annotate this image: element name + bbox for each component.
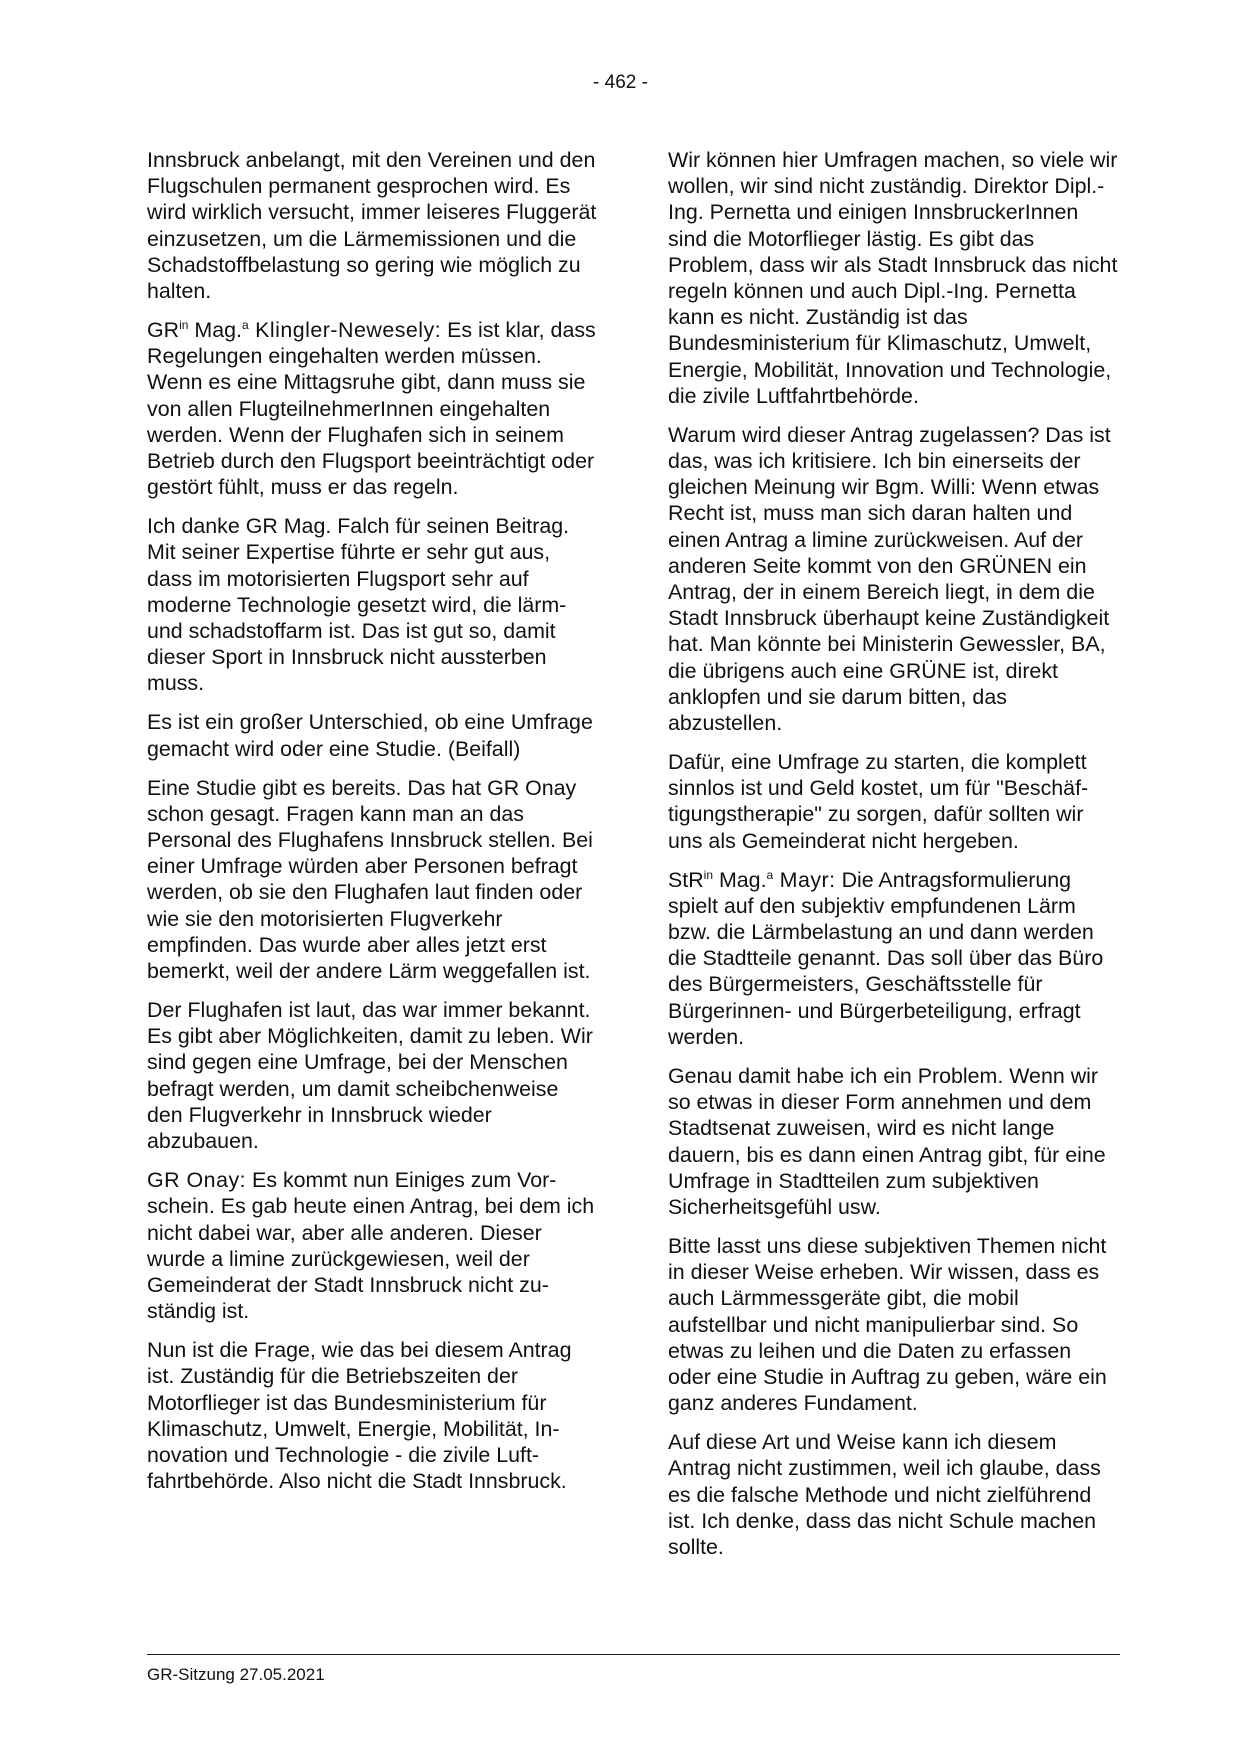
speech-text: Es kommt nun Einiges zum Vorschein. Es gab heute einen Antrag, bei dem ich nicht dabei war, aber alle anderen. Dieser wurde a limine zurückgewiesen, weil der Gemeinderat der Stadt Innsbruck nicht zuständig ist. <box>147 1168 595 1324</box>
paragraph: Dafür, eine Umfrage zu starten, die komplett sinnlos ist und Geld kostet, um für "Beschäftigungstherapie" zu sorgen, dafür sollten wir uns als Gemeinderat nicht hergeben. <box>668 750 1089 853</box>
speaker-title: StR <box>668 867 704 892</box>
paragraph: Auf diese Art und Weise kann ich diesem Antrag nicht zustimmen, weil ich glaube, dass es die falsche Methode und nicht zielführend ist. Ich denke, dass das nicht Schule machen sollte. <box>668 1430 1101 1559</box>
paragraph: Warum wird dieser Antrag zugelassen? Das ist das, was ich kritisiere. Ich bin einerseits der gleichen Meinung wir Bgm. Willi: Wenn etwas Recht ist, muss man sich daran halten und einen Antrag a limine zurückweisen. Auf der anderen Seite kommt von den GRÜNEN ein Antrag, der in einem Bereich liegt, in dem die Stadt Innsbruck überhaupt keine Zuständigkeit hat. Man könnte bei Ministerin Gewessler, BA, die übrigens auch eine GRÜNE ist, direkt anklopfen und sie darum bitten, das abzustellen. <box>668 422 1111 736</box>
paragraph: Der Flughafen ist laut, das war immer bekannt. Es gibt aber Möglichkeiten, damit zu leben. Wir sind gegen eine Umfrage, bei der Menschen befragt werden, um damit scheibchenweise den Flugverkehr in Innsbruck wieder abzubauen. <box>147 998 593 1154</box>
speaker-degree-suffix: a <box>766 867 774 882</box>
speaker-title-suffix: in <box>703 867 714 882</box>
left-column <box>147 147 597 1507</box>
paragraph: Nun ist die Frage, wie das bei diesem Antrag ist. Zuständig für die Betriebszeiten der Motorflieger ist das Bundesministerium für Klimaschutz, Umwelt, Energie, Mobilität, Innovation und Technologie - die zivile Luftfahrtbehörde. Also nicht die Stadt Innsbruck. <box>147 1338 572 1494</box>
speaker-name: Mayr: <box>773 867 836 892</box>
footer-session-date: GR-Sitzung 27.05.2021 <box>147 1665 325 1684</box>
speaker-name: Klingler-Newesely: <box>248 318 442 343</box>
speech-text: Die Antragsformulierung spielt auf den subjektiv empfundenen Lärm bzw. die Lärmbelastung an und dann werden die Stadtteile genannt. Das soll über das Büro des Bürgermeisters, Geschäftsstelle für Bürgerinnen- und Bürgerbeteiligung, erfragt werden. <box>668 867 1104 1049</box>
paragraph: Genau damit habe ich ein Problem. Wenn wir so etwas in dieser Form annehmen und dem Stadtsenat zuweisen, wird es nicht lange dauern, bis es dann einen Antrag gibt, für eine Umfrage in Stadtteilen zum subjektiven Sicherheitsgefühl usw. <box>668 1063 1106 1219</box>
speech-paragraph <box>147 1167 597 1324</box>
speaker-title-suffix: in <box>179 318 189 333</box>
page-number: - 462 - <box>593 72 648 93</box>
speaker-name: GR Onay: <box>147 1168 247 1193</box>
speech-text: Es ist klar, dass Regelungen eingehalten werden müssen. Wenn es eine Mittagsruhe gibt, dann muss sie von allen FlugteilnehmerInnen eingehalten werden. Wenn der Flughafen sich in seinem Betrieb durch den Flugsport beeinträchtigt oder gestört fühlt, muss er das regeln. <box>147 318 596 500</box>
footer-divider <box>147 1654 1120 1655</box>
speaker-title: GR <box>147 318 180 343</box>
speech-paragraph <box>668 867 1118 1050</box>
paragraph: Es ist ein großer Unterschied, ob eine Umfrage gemacht wird oder eine Studie. (Beifall) <box>147 710 593 761</box>
speech-paragraph <box>147 317 597 500</box>
paragraph: Ich danke GR Mag. Falch für seinen Beitrag. Mit seiner Expertise führte er sehr gut aus, dass im motorisierten Flugsport sehr auf moderne Technologie gesetzt wird, die lärm- und schadstoffarm ist. Das ist gut so, damit dieser Sport in Innsbruck nicht aussterben muss. <box>147 514 570 696</box>
right-column <box>668 147 1118 1573</box>
paragraph: Wir können hier Umfragen machen, so viele wir wollen, wir sind nicht zuständig. Direktor Dipl.-Ing. Pernetta und einigen InnsbruckerInnen sind die Motorflieger lästig. Es gibt das Problem, dass wir als Stadt Innsbruck das nicht regeln können und auch Dipl.-Ing. Pernetta kann es nicht. Zuständig ist das Bundesministerium für Klimaschutz, Umwelt, Energie, Mobilität, Innovation und Technologie, die zivile Luftfahrtbehörde. <box>668 148 1118 408</box>
paragraph: Bitte lasst uns diese subjektiven Themen nicht in dieser Weise erheben. Wir wissen, dass es auch Lärmmessgeräte gibt, die mobil aufstellbar und nicht manipulierbar sind. So etwas zu leihen und die Daten zu erfassen oder eine Studie in Auftrag zu geben, wäre ein ganz anderes Fundament. <box>668 1233 1107 1416</box>
speaker-degree-suffix: a <box>241 318 249 333</box>
paragraph: Innsbruck anbelangt, mit den Vereinen und den Flugschulen permanent gesprochen wird. Es wird wirklich versucht, immer leiseres Fluggerät einzusetzen, um die Lärmemissionen und die Schadstoffbelastung so gering wie möglich zu halten. <box>147 148 597 304</box>
speaker-degree: Mag. <box>713 867 767 892</box>
paragraph: Eine Studie gibt es bereits. Das hat GR Onay schon gesagt. Fragen kann man an das Personal des Flughafens Innsbruck stellen. Bei einer Umfrage würden aber Personen befragt werden, ob sie den Flughafen laut finden oder wie sie den motorisierten Flugverkehr empfinden. Das wurde aber alles jetzt erst bemerkt, weil der andere Lärm weggefallen ist. <box>147 775 593 984</box>
speaker-degree: Mag. <box>188 318 242 343</box>
